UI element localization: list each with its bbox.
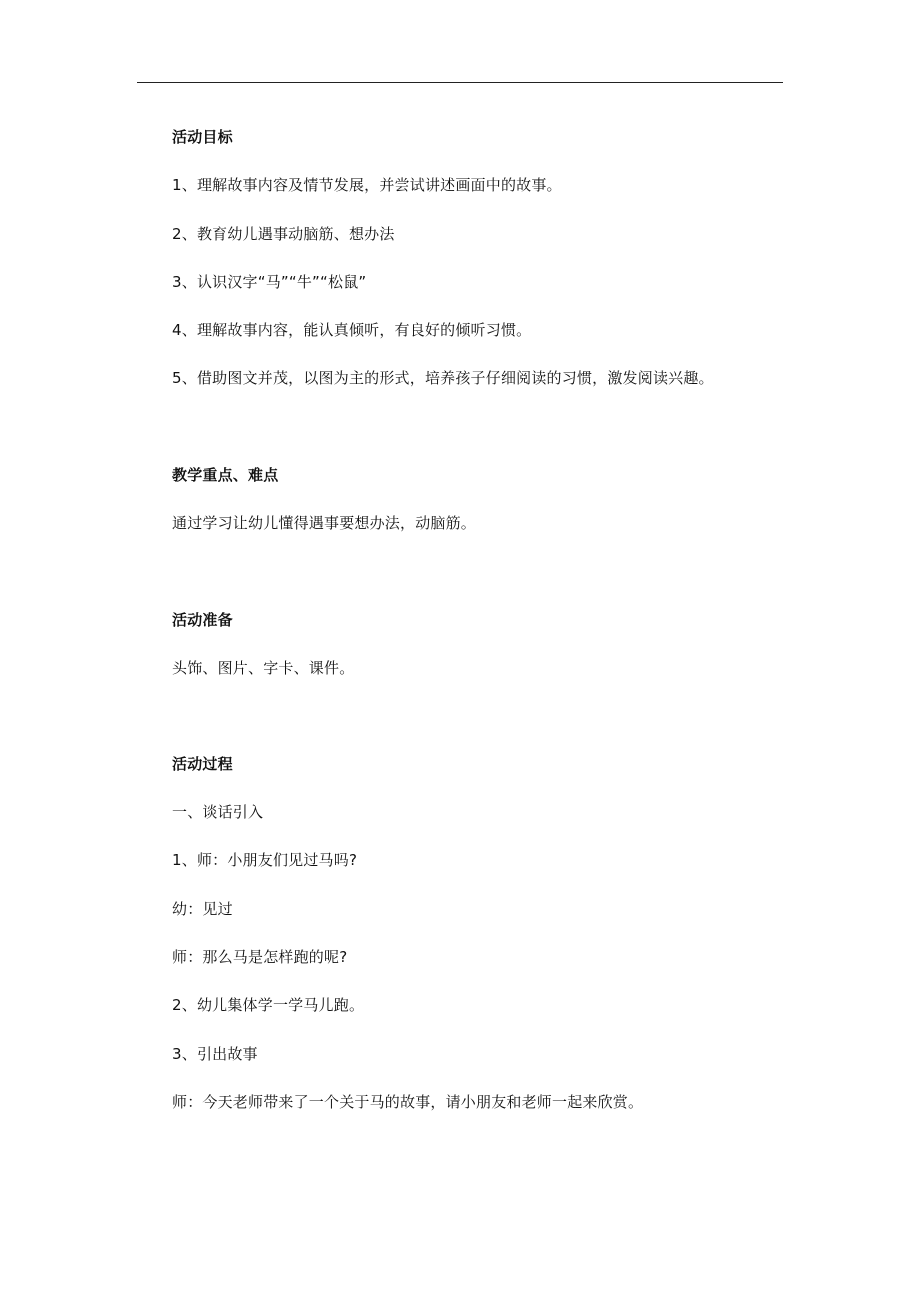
process-line: 师：那么马是怎样跑的呢? (172, 948, 348, 966)
process-line: 一、谈话引入 (172, 803, 264, 821)
process-line: 1、师：小朋友们见过马吗? (172, 851, 358, 869)
preparation-text: 头饰、图片、字卡、课件。 (172, 659, 355, 677)
objective-item: 3、认识汉字“马”“牛”“松鼠” (172, 273, 367, 291)
key-points-text: 通过学习让幼儿懂得遇事要想办法，动脑筋。 (172, 514, 477, 532)
process-line: 幼：见过 (172, 900, 233, 918)
process-heading: 活动过程 (172, 755, 233, 773)
header-divider (137, 82, 783, 83)
objective-item: 4、理解故事内容，能认真倾听，有良好的倾听习惯。 (172, 321, 532, 339)
process-line: 2、幼儿集体学一学马儿跑。 (172, 996, 365, 1014)
objective-item: 2、教育幼儿遇事动脑筋、想办法 (172, 225, 395, 243)
objectives-heading: 活动目标 (172, 128, 233, 146)
key-points-heading: 教学重点、难点 (172, 466, 279, 484)
objective-item: 5、借助图文并茂，以图为主的形式，培养孩子仔细阅读的习惯，激发阅读兴趣。 (172, 369, 714, 387)
objective-item: 1、理解故事内容及情节发展，并尝试讲述画面中的故事。 (172, 176, 562, 194)
process-line: 师：今天老师带来了一个关于马的故事，请小朋友和老师一起来欣赏。 (172, 1093, 644, 1111)
process-line: 3、引出故事 (172, 1045, 258, 1063)
preparation-heading: 活动准备 (172, 611, 233, 629)
